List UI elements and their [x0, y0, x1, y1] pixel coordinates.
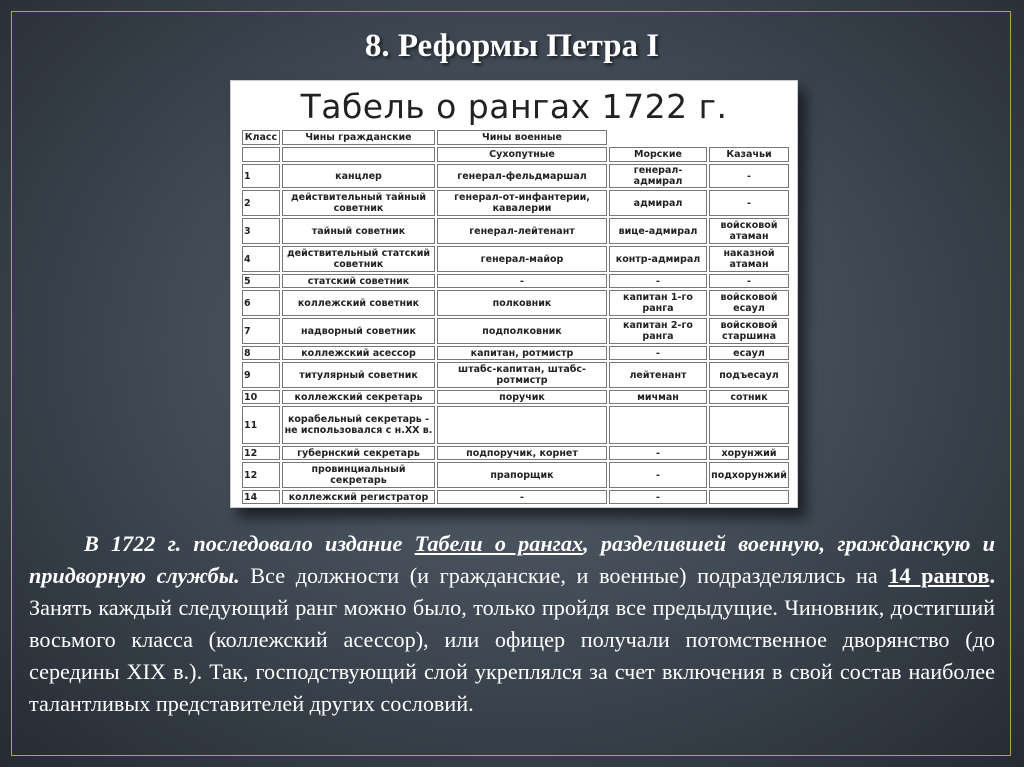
land-rank-cell: -	[437, 490, 607, 504]
land-rank-cell: прапорщик	[437, 462, 607, 488]
header-spacer	[709, 130, 789, 145]
naval-rank-cell: -	[609, 274, 707, 288]
cossack-rank-cell: -	[709, 274, 789, 288]
table-row	[242, 318, 789, 344]
class-cell: 14	[242, 490, 280, 504]
land-rank-cell: подпоручик, корнет	[437, 446, 607, 460]
table-row	[242, 390, 789, 404]
naval-rank-cell: -	[609, 490, 707, 504]
table-row	[242, 246, 789, 272]
civil-rank-cell: действительный тайный советник	[282, 190, 435, 216]
class-cell: 3	[242, 218, 280, 244]
civil-rank-cell: провинциальный секретарь	[282, 462, 435, 488]
table-row	[242, 490, 789, 504]
land-rank-cell: полковник	[437, 290, 607, 316]
table-row	[242, 218, 789, 244]
naval-rank-cell: мичман	[609, 390, 707, 404]
civil-rank-cell: коллежский регистратор	[282, 490, 435, 504]
table-row	[242, 274, 789, 288]
class-cell: 12	[242, 462, 280, 488]
header-civil: Чины гражданские	[282, 130, 435, 145]
class-cell: 4	[242, 246, 280, 272]
civil-rank-cell: тайный советник	[282, 218, 435, 244]
header-naval: Морские	[609, 147, 707, 162]
class-cell: 8	[242, 346, 280, 360]
land-rank-cell: подполковник	[437, 318, 607, 344]
class-cell: 7	[242, 318, 280, 344]
naval-rank-cell: -	[609, 462, 707, 488]
naval-rank-cell: вице-адмирал	[609, 218, 707, 244]
naval-rank-cell	[609, 406, 707, 444]
cossack-rank-cell: подхорунжий	[709, 462, 789, 488]
naval-rank-cell: генерал-адмирал	[609, 164, 707, 188]
cossack-rank-cell: хорунжий	[709, 446, 789, 460]
body-text-1: Все должности (и гражданские, и военные) подразделялись на	[239, 563, 889, 588]
cossack-rank-cell	[709, 406, 789, 444]
civil-rank-cell: коллежский советник	[282, 290, 435, 316]
naval-rank-cell: лейтенант	[609, 362, 707, 388]
rank-table	[240, 128, 791, 506]
class-cell: 6	[242, 290, 280, 316]
figure-title: Табель о рангах 1722 г.	[300, 87, 728, 126]
header-land: Сухопутные	[437, 147, 607, 162]
class-cell: 5	[242, 274, 280, 288]
cossack-rank-cell: подъесаул	[709, 362, 789, 388]
civil-rank-cell: корабельный секретарь - не использовался с н.XX в.	[282, 406, 435, 444]
civil-rank-cell: статский советник	[282, 274, 435, 288]
cossack-rank-cell	[709, 490, 789, 504]
civil-rank-cell: канцлер	[282, 164, 435, 188]
cossack-rank-cell: есаул	[709, 346, 789, 360]
naval-rank-cell: капитан 1-го ранга	[609, 290, 707, 316]
naval-rank-cell: -	[609, 346, 707, 360]
cossack-rank-cell: -	[709, 190, 789, 216]
civil-rank-cell: коллежский секретарь	[282, 390, 435, 404]
class-cell: 10	[242, 390, 280, 404]
header-cossack: Казачьи	[709, 147, 789, 162]
tabel-link[interactable]: Табели о рангах	[414, 531, 584, 556]
table-row	[242, 290, 789, 316]
naval-rank-cell: адмирал	[609, 190, 707, 216]
body-em-end: , разделившей военную, гражданскую и придворную службы.	[29, 531, 995, 588]
table-row	[242, 406, 789, 444]
land-rank-cell: генерал-от-инфантерии, кавалерии	[437, 190, 607, 216]
naval-rank-cell: капитан 2-го ранга	[609, 318, 707, 344]
civil-rank-cell: губернский секретарь	[282, 446, 435, 460]
body-text-2: Занять каждый следующий ранг можно было, только пройдя все предыдущие. Чиновник, достигший восьмого класса (коллежский асессор), или офицер получали потомственное дворянство (до середины XIX в.). Так, господствующий слой укреплялся за счет включения в свой состав наиболее талантливых представителей других сословий.	[29, 595, 995, 716]
table-row	[242, 190, 789, 216]
class-cell: 9	[242, 362, 280, 388]
table-subheader-row	[242, 147, 789, 162]
ranks-link[interactable]: 14 рангов	[888, 563, 990, 588]
cossack-rank-cell: войсковой есаул	[709, 290, 789, 316]
land-rank-cell: генерал-лейтенант	[437, 218, 607, 244]
header-military: Чины военные	[437, 130, 607, 145]
class-cell: 12	[242, 446, 280, 460]
body-paragraph	[29, 528, 995, 720]
table-row	[242, 462, 789, 488]
land-rank-cell: генерал-фельдмаршал	[437, 164, 607, 188]
land-rank-cell: генерал-майор	[437, 246, 607, 272]
naval-rank-cell: -	[609, 446, 707, 460]
cossack-rank-cell: войсковой старшина	[709, 318, 789, 344]
cossack-rank-cell: наказной атаман	[709, 246, 789, 272]
table-row	[242, 362, 789, 388]
civil-rank-cell: надворный советник	[282, 318, 435, 344]
rank-table-image	[230, 80, 798, 508]
cossack-rank-cell: -	[709, 164, 789, 188]
body-em-start: В 1722 г. последовало издание	[84, 531, 415, 556]
civil-rank-cell: действительный статский советник	[282, 246, 435, 272]
land-rank-cell: капитан, ротмистр	[437, 346, 607, 360]
class-cell: 11	[242, 406, 280, 444]
cossack-rank-cell: войсковой атаман	[709, 218, 789, 244]
civil-rank-cell: коллежский асессор	[282, 346, 435, 360]
civil-rank-cell: титулярный советник	[282, 362, 435, 388]
cossack-rank-cell: сотник	[709, 390, 789, 404]
table-row	[242, 164, 789, 188]
slide-title: 8. Реформы Петра I	[364, 28, 660, 64]
table-row	[242, 346, 789, 360]
class-cell: 1	[242, 164, 280, 188]
header-class: Класс	[242, 130, 280, 145]
naval-rank-cell: контр-адмирал	[609, 246, 707, 272]
header-spacer	[609, 130, 707, 145]
table-row	[242, 446, 789, 460]
land-rank-cell: -	[437, 274, 607, 288]
subheader-empty	[282, 147, 435, 162]
land-rank-cell	[437, 406, 607, 444]
table-header-row	[242, 130, 789, 145]
body-dot: .	[989, 563, 995, 588]
land-rank-cell: поручик	[437, 390, 607, 404]
land-rank-cell: штабс-капитан, штабс-ротмистр	[437, 362, 607, 388]
subheader-empty	[242, 147, 280, 162]
class-cell: 2	[242, 190, 280, 216]
